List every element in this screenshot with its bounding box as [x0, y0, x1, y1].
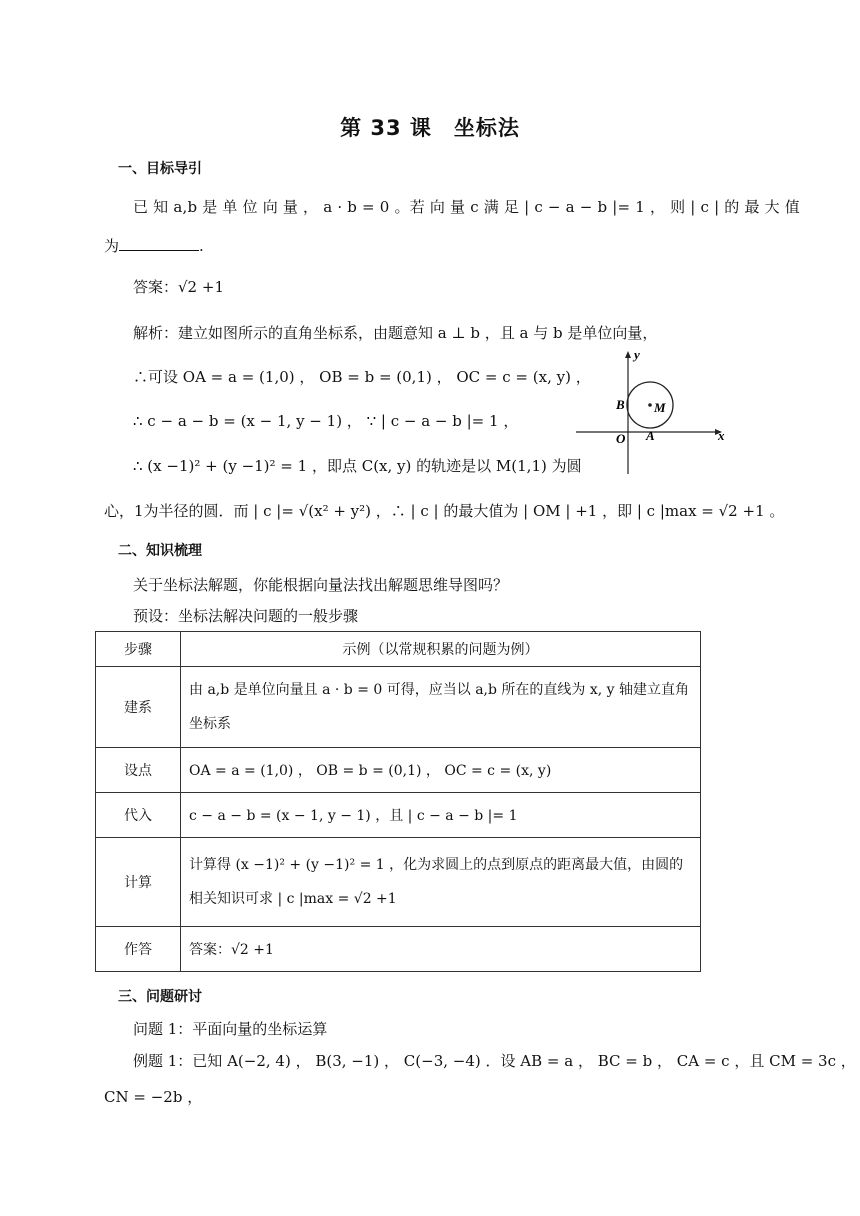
table-row: [96, 667, 701, 748]
problem-line-2-text: 为: [104, 237, 120, 255]
x-axis-label: x: [718, 428, 725, 443]
table-header-example: 示例（以常规积累的问题为例）: [181, 632, 701, 667]
point-b-label: B: [616, 397, 625, 412]
y-axis-arrow: [625, 351, 631, 358]
table-cell-example: OA = a = (1,0) ， OB = b = (0,1) ， OC = c = (x, y): [181, 748, 701, 793]
table-cell-step: 设点: [96, 748, 181, 793]
problem-line-2: 为 .: [104, 237, 204, 255]
table-cell-step: 作答: [96, 927, 181, 972]
section-heading-goal: 一、目标导引: [118, 161, 202, 177]
knowledge-question: 关于坐标法解题，你能根据向量法找出解题思维导图吗？: [133, 576, 509, 594]
origin-label: O: [616, 431, 626, 446]
table-cell-example: c − a − b = (x − 1, y − 1) ，且 | c − a − b |= 1: [181, 793, 701, 838]
page-title: 第 33 课 坐标法: [340, 116, 520, 140]
table-row: [96, 748, 701, 793]
table-cell-step: 建系: [96, 667, 181, 748]
analysis-line-1: 解析：建立如图所示的直角坐标系，由题意知 a ⊥ b ，且 a 与 b 是单位向量，: [133, 324, 658, 342]
example1-line-1: 例题 1：已知 A(−2, 4) ， B(3, −1) ， C(−3, −4) ．设 AB = a ， BC = b ， CA = c ，且 CM = 3c ，: [133, 1052, 856, 1070]
table-cell-example: 计算得 (x −1)² + (y −1)² = 1 ，化为求圆上的点到原点的距离最大值，由圆的相关知识可求 | c |max = √2 +1: [181, 838, 701, 927]
analysis-line-4: ∴ (x −1)² + (y −1)² = 1 ，即点 C(x, y) 的轨迹是以 M(1,1) 为圆: [133, 457, 582, 475]
knowledge-preset: 预设：坐标法解决问题的一般步骤: [133, 607, 359, 625]
coordinate-figure: [572, 346, 732, 476]
table-header-row: [96, 632, 701, 667]
analysis-line-2: ∴可设 OA = a = (1,0) ， OB = b = (0,1) ， OC = c = (x, y) ，: [133, 368, 591, 386]
point-m-label: M: [654, 400, 666, 415]
analysis-line-5: 心，1为半径的圆．而 | c |= √(x² + y²) ，∴ | c | 的最大值为 | OM | +1 ，即 | c |max = √2 +1 。: [104, 502, 785, 520]
problem-line-1: 已 知 a,b 是 单 位 向 量 ， a · b = 0 。若 向 量 c 满 足 | c − a − b |= 1 ， 则 | c | 的 最 大 值: [133, 198, 801, 216]
table-row: [96, 927, 701, 972]
table-row: [96, 793, 701, 838]
center-point-m: [648, 403, 652, 407]
table-cell-step: 代入: [96, 793, 181, 838]
answer-blank: [119, 236, 199, 251]
section-heading-knowledge: 二、知识梳理: [118, 543, 202, 559]
point-a-label: A: [646, 428, 655, 443]
analysis-line-3: ∴ c − a − b = (x − 1, y − 1) ， ∵ | c − a − b |= 1 ，: [133, 412, 519, 430]
answer-line: 答案：√2 +1: [133, 278, 224, 296]
steps-table: [95, 631, 701, 972]
problem1-title: 问题 1：平面向量的坐标运算: [133, 1020, 328, 1038]
section-heading-discussion: 三、问题研讨: [118, 989, 202, 1005]
table-row: [96, 838, 701, 927]
table-header-step: 步骤: [96, 632, 181, 667]
example1-line-2: CN = −2b ，: [104, 1088, 203, 1106]
table-cell-step: 计算: [96, 838, 181, 927]
table-cell-example: 由 a,b 是单位向量且 a · b = 0 可得，应当以 a,b 所在的直线为 x, y 轴建立直角坐标系: [181, 667, 701, 748]
y-axis-label: y: [634, 347, 640, 362]
table-cell-example: 答案：√2 +1: [181, 927, 701, 972]
